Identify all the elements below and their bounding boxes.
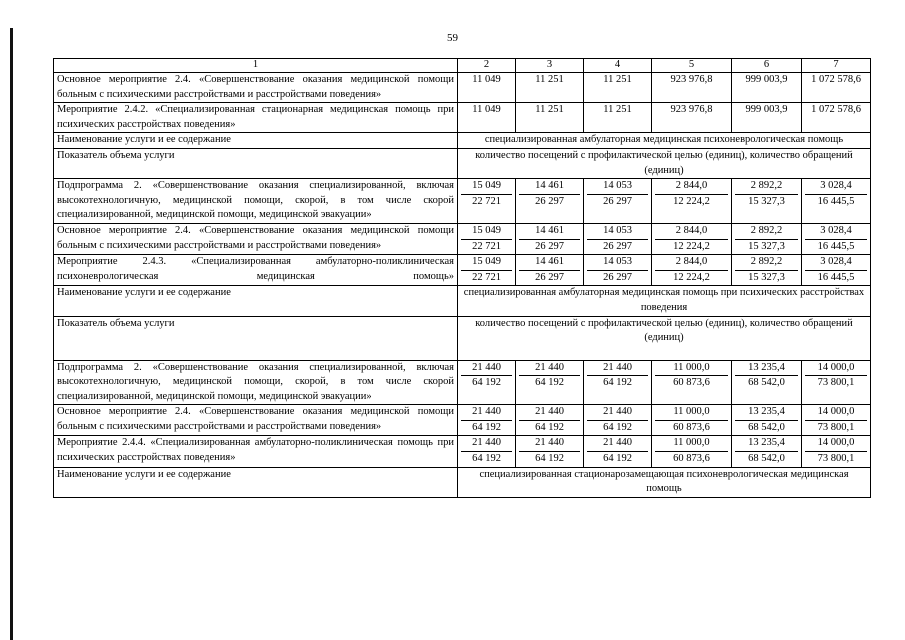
row-title: Подпрограмма 2. «Совершенствование оказания специализированной, включая высокотехнологичную, медицинской помощи, скорой, в том числе скорой специализированной, медицинской помощи, медицинской эвакуации» [54,360,458,405]
scan-border-line [10,28,13,640]
cell-value: 64 192 [519,451,580,467]
table-row [54,73,871,103]
cell-value: 2 892,2 [750,180,783,192]
value-cell [516,255,584,286]
cell-value: 2 844,0 [675,256,708,268]
cell-value: 3 028,4 [820,224,852,236]
table-row [54,405,871,436]
cell-value: 64 192 [461,375,512,391]
column-header: 3 [516,59,584,73]
value-cell [732,436,802,467]
cell-value: 60 873,6 [655,375,728,391]
budget-table [53,58,871,498]
value-cell [802,73,871,103]
service-label: Показатель объема услуги [54,148,458,178]
cell-value: 11 049 [472,74,501,85]
cell-value: 11 000,0 [673,361,710,373]
cell-value: 11 251 [535,104,564,116]
cell-value: 60 873,6 [655,451,728,467]
service-info-row [54,316,871,360]
value-cell [584,360,652,405]
column-header: 4 [584,59,652,73]
cell-value: 64 192 [587,451,648,467]
cell-value: 1 072 578,6 [811,74,861,85]
value-cell [732,255,802,286]
cell-value: 16 445,5 [805,239,867,255]
value-cell [516,405,584,436]
cell-value: 15 327,3 [735,194,798,210]
cell-value: 64 192 [461,451,512,467]
value-cell [652,103,732,133]
value-cell [458,360,516,405]
value-cell [458,223,516,254]
cell-value: 923 976,8 [670,104,713,116]
cell-value: 21 440 [472,406,501,418]
cell-value: 26 297 [587,270,648,286]
cell-value: 73 800,1 [805,375,867,391]
cell-value: 999 003,9 [745,74,788,85]
value-cell [802,179,871,224]
cell-value: 60 873,6 [655,420,728,436]
value-cell [584,73,652,103]
cell-value: 21 440 [472,361,501,373]
column-header: 5 [652,59,732,73]
value-cell [732,103,802,133]
value-cell [516,73,584,103]
value-cell [584,179,652,224]
service-label: Наименование услуги и ее содержание [54,133,458,149]
value-cell [584,223,652,254]
cell-value: 15 327,3 [735,270,798,286]
table-row [54,360,871,405]
column-header: 7 [802,59,871,73]
cell-value: 68 542,0 [735,375,798,391]
service-description: специализированная стационарозамещающая психоневрологическая медицинская помощь [458,467,871,497]
cell-value: 21 440 [603,437,632,449]
cell-value: 14 000,0 [817,406,855,418]
cell-value: 26 297 [587,239,648,255]
value-cell [652,179,732,224]
value-cell [732,73,802,103]
value-cell [458,405,516,436]
cell-value: 16 445,5 [805,270,867,286]
cell-value: 22 721 [461,239,512,255]
cell-value: 14 461 [535,180,564,192]
cell-value: 15 327,3 [735,239,798,255]
cell-value: 3 028,4 [820,180,852,192]
value-cell [732,179,802,224]
table-row [54,255,871,286]
value-cell [652,360,732,405]
cell-value: 3 028,4 [820,256,852,268]
cell-value: 15 049 [472,180,501,192]
cell-value: 14 461 [535,256,564,268]
value-cell [458,73,516,103]
cell-value: 21 440 [472,437,501,449]
cell-value: 26 297 [519,194,580,210]
value-cell [458,179,516,224]
cell-value: 14 000,0 [817,437,855,449]
cell-value: 21 440 [603,406,632,418]
cell-value: 64 192 [461,420,512,436]
cell-value: 14 053 [603,180,632,192]
cell-value: 26 297 [519,270,580,286]
value-cell [652,436,732,467]
value-cell [584,103,652,133]
service-label: Наименование услуги и ее содержание [54,286,458,316]
value-cell [802,405,871,436]
cell-value: 15 049 [472,256,501,268]
row-title: Мероприятие 2.4.4. «Специализированная амбулаторно-поликлиническая помощь при психических расстройствах поведения» [54,436,458,467]
row-title: Основное мероприятие 2.4. «Совершенствование оказания медицинской помощи больным с психическими расстройствами и расстройствами поведения» [54,73,458,103]
cell-value: 11 251 [603,104,632,116]
cell-value: 14 461 [535,224,564,236]
service-info-row [54,133,871,149]
value-cell [802,223,871,254]
cell-value: 73 800,1 [805,420,867,436]
cell-value: 21 440 [603,361,632,373]
cell-value: 22 721 [461,270,512,286]
header-row [54,59,871,73]
row-title: Мероприятие 2.4.2. «Специализированная стационарная медицинская помощь при психических расстройствах поведения» [54,103,458,133]
cell-value: 11 251 [535,74,564,85]
value-cell [584,405,652,436]
value-cell [458,103,516,133]
cell-value: 12 224,2 [655,194,728,210]
cell-value: 2 844,0 [675,180,708,192]
cell-value: 1 072 578,6 [811,104,861,116]
cell-value: 11 000,0 [673,406,710,418]
value-cell [652,73,732,103]
value-cell [516,360,584,405]
value-cell [732,405,802,436]
cell-value: 13 235,4 [748,406,785,418]
row-title: Основное мероприятие 2.4. «Совершенствование оказания медицинской помощи больным с психическими расстройствами и расстройствами поведения» [54,223,458,254]
cell-value: 73 800,1 [805,451,867,467]
cell-value: 14 053 [603,256,632,268]
value-cell [516,103,584,133]
cell-value: 999 003,9 [745,104,788,116]
cell-value: 64 192 [519,420,580,436]
service-info-row [54,467,871,497]
service-label: Показатель объема услуги [54,316,458,360]
cell-value: 13 235,4 [748,437,785,449]
value-cell [516,223,584,254]
service-info-row [54,286,871,316]
row-title: Мероприятие 2.4.3. «Специализированная амбулаторно-поликлиническая психоневрологическая медицинская помощь» [54,255,458,286]
service-description: количество посещений с профилактической целью (единиц), количество обращений (единиц) [458,316,871,360]
cell-value: 64 192 [587,375,648,391]
cell-value: 21 440 [535,406,564,418]
value-cell [802,103,871,133]
value-cell [732,223,802,254]
cell-value: 14 053 [603,224,632,236]
column-header: 2 [458,59,516,73]
table-row [54,179,871,224]
cell-value: 2 892,2 [750,224,783,236]
value-cell [458,255,516,286]
value-cell [652,405,732,436]
value-cell [732,360,802,405]
cell-value: 64 192 [587,420,648,436]
cell-value: 15 049 [472,224,501,236]
value-cell [802,436,871,467]
cell-value: 22 721 [461,194,512,210]
cell-value: 21 440 [535,361,564,373]
column-header: 1 [54,59,458,73]
cell-value: 2 844,0 [675,224,708,236]
value-cell [584,436,652,467]
value-cell [652,223,732,254]
cell-value: 13 235,4 [748,361,785,373]
cell-value: 11 049 [472,104,501,116]
column-header: 6 [732,59,802,73]
value-cell [516,436,584,467]
value-cell [802,360,871,405]
value-cell [652,255,732,286]
cell-value: 12 224,2 [655,239,728,255]
value-cell [516,179,584,224]
service-description: специализированная амбулаторная медицинская помощь при психических расстройствах поведения [458,286,871,316]
row-title: Подпрограмма 2. «Совершенствование оказания специализированной, включая высокотехнологичную, медицинской помощи, скорой, в том числе скорой специализированной, медицинской помощи, медицинской эвакуации» [54,179,458,224]
cell-value: 923 976,8 [670,74,713,85]
service-info-row [54,148,871,178]
cell-value: 68 542,0 [735,420,798,436]
value-cell [802,255,871,286]
cell-value: 26 297 [519,239,580,255]
row-title: Основное мероприятие 2.4. «Совершенствование оказания медицинской помощи больным с психическими расстройствами и расстройствами поведения» [54,405,458,436]
table-row [54,103,871,133]
cell-value: 68 542,0 [735,451,798,467]
service-label: Наименование услуги и ее содержание [54,467,458,497]
cell-value: 11 000,0 [673,437,710,449]
cell-value: 2 892,2 [750,256,783,268]
cell-value: 21 440 [535,437,564,449]
table-row [54,436,871,467]
service-description: специализированная амбулаторная медицинская психоневрологическая помощь [458,133,871,149]
cell-value: 64 192 [519,375,580,391]
cell-value: 16 445,5 [805,194,867,210]
cell-value: 26 297 [587,194,648,210]
page-number: 59 [447,32,458,44]
cell-value: 14 000,0 [817,361,855,373]
cell-value: 11 251 [603,74,632,85]
cell-value: 12 224,2 [655,270,728,286]
value-cell [458,436,516,467]
value-cell [584,255,652,286]
service-description: количество посещений с профилактической целью (единиц), количество обращений (единиц) [458,148,871,178]
table-row [54,223,871,254]
